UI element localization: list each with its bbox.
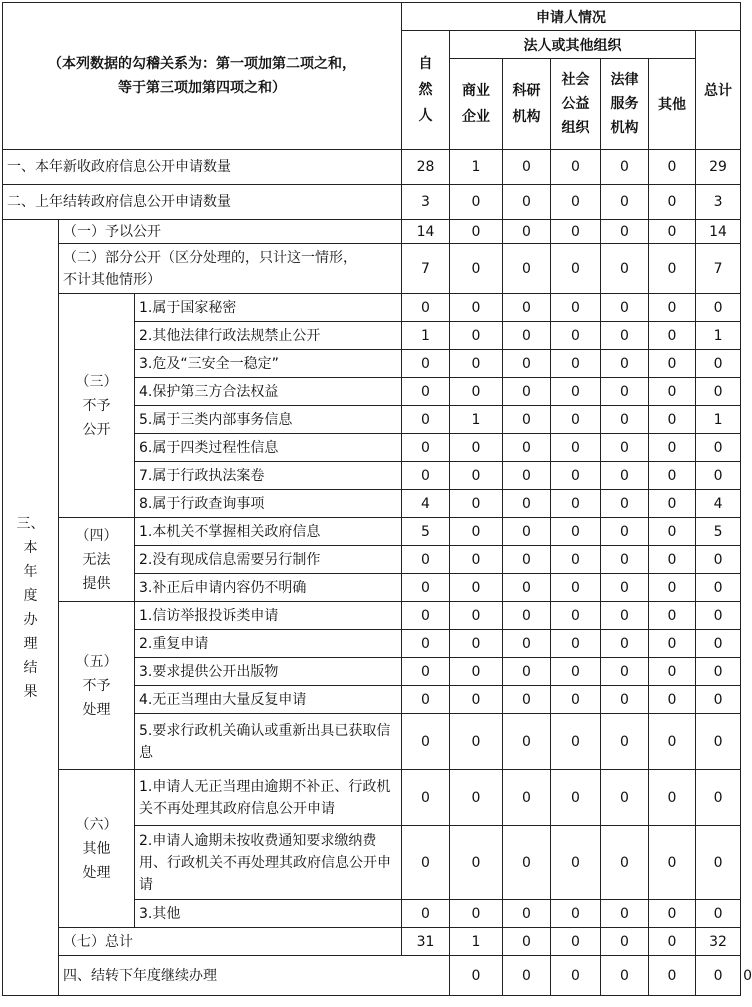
value-cell: 1 — [450, 928, 503, 956]
value-cell: 0 — [450, 574, 503, 602]
value-cell: 0 — [450, 322, 503, 350]
value-cell: 14 — [402, 220, 450, 244]
value-cell: 0 — [649, 928, 696, 956]
value-cell: 0 — [551, 630, 601, 658]
value-cell: 0 — [503, 956, 551, 996]
value-cell: 0 — [551, 826, 601, 900]
value-cell: 0 — [450, 490, 503, 518]
value-cell: 0 — [402, 602, 450, 630]
value-cell: 0 — [551, 546, 601, 574]
row-label: 3.补正后申请内容仍不明确 — [135, 574, 402, 602]
value-cell: 1 — [402, 322, 450, 350]
value-cell: 0 — [551, 658, 601, 686]
value-cell: 0 — [450, 956, 503, 996]
value-cell: 0 — [450, 900, 503, 928]
row-label: 6.属于四类过程性信息 — [135, 434, 402, 462]
value-cell: 0 — [601, 185, 649, 220]
value-cell: 32 — [696, 928, 741, 956]
value-cell: 3 — [696, 185, 741, 220]
value-cell: 0 — [601, 826, 649, 900]
value-cell: 0 — [649, 378, 696, 406]
value-cell: 0 — [503, 714, 551, 770]
value-cell: 0 — [551, 434, 601, 462]
natural-person-header: 自 然 人 — [402, 31, 450, 150]
value-cell: 0 — [402, 378, 450, 406]
value-cell: 0 — [601, 928, 649, 956]
header-note-line1: （本列数据的勾稽关系为：第一项加第二项之和， — [48, 56, 356, 72]
group-not-disclosed-label: （三） 不予 公开 — [59, 294, 135, 518]
value-cell: 0 — [503, 770, 551, 826]
row-label: （一）予以公开 — [59, 220, 402, 244]
value-cell: 0 — [503, 406, 551, 434]
value-cell: 0 — [503, 686, 551, 714]
table-row — [3, 602, 741, 630]
value-cell: 3 — [402, 185, 450, 220]
value-cell: 0 — [503, 434, 551, 462]
legal-service-header: 法律 服务 机构 — [601, 59, 649, 150]
group-other-label: （六） 其他 处理 — [59, 770, 135, 928]
value-cell: 0 — [450, 350, 503, 378]
value-cell: 0 — [649, 658, 696, 686]
value-cell: 0 — [503, 294, 551, 322]
value-cell: 0 — [503, 150, 551, 185]
value-cell: 1 — [696, 322, 741, 350]
value-cell: 0 — [503, 322, 551, 350]
value-cell: 0 — [402, 406, 450, 434]
value-cell: 0 — [601, 546, 649, 574]
value-cell: 0 — [649, 434, 696, 462]
value-cell: 0 — [450, 826, 503, 900]
row-label: 2.其他法律行政法规禁止公开 — [135, 322, 402, 350]
value-cell: 0 — [551, 574, 601, 602]
value-cell: 0 — [649, 602, 696, 630]
value-cell: 0 — [402, 350, 450, 378]
table-row — [3, 294, 741, 322]
value-cell: 0 — [551, 900, 601, 928]
value-cell: 7 — [402, 244, 450, 294]
value-cell: 0 — [601, 574, 649, 602]
table-row — [3, 928, 741, 956]
value-cell: 0 — [503, 900, 551, 928]
value-cell: 0 — [551, 714, 601, 770]
value-cell: 0 — [601, 406, 649, 434]
row-label: （二）部分公开（区分处理的，只计这一情形， 不计其他情形） — [59, 244, 402, 294]
value-cell: 0 — [601, 770, 649, 826]
value-cell: 0 — [503, 350, 551, 378]
value-cell: 0 — [601, 630, 649, 658]
row-label: 一、本年新收政府信息公开申请数量 — [3, 150, 402, 185]
value-cell: 0 — [649, 220, 696, 244]
row-label: 3.危及“三安全一稳定” — [135, 350, 402, 378]
value-cell: 0 — [601, 490, 649, 518]
value-cell: 0 — [402, 462, 450, 490]
row-label: 4.无正当理由大量反复申请 — [135, 686, 402, 714]
value-cell: 29 — [696, 150, 741, 185]
row-label: 5.要求行政机关确认或重新出具已获取信息 — [135, 714, 402, 770]
value-cell: 0 — [601, 244, 649, 294]
value-cell: 0 — [649, 574, 696, 602]
table-row — [3, 244, 741, 294]
value-cell: 0 — [551, 490, 601, 518]
row-label: 7.属于行政执法案卷 — [135, 462, 402, 490]
value-cell: 0 — [649, 294, 696, 322]
legal-entity-header: 法人或其他组织 — [450, 31, 696, 59]
row-label: 4.保护第三方合法权益 — [135, 378, 402, 406]
table-row — [3, 150, 741, 185]
value-cell: 0 — [696, 686, 741, 714]
value-cell: 0 — [696, 956, 741, 996]
row-label: 二、上年结转政府信息公开申请数量 — [3, 185, 402, 220]
header-note-line2: 等于第三项加第四项之和） — [118, 80, 286, 96]
value-cell: 0 — [551, 350, 601, 378]
value-cell: 0 — [649, 900, 696, 928]
value-cell: 0 — [503, 658, 551, 686]
value-cell: 0 — [551, 956, 601, 996]
value-cell: 0 — [649, 630, 696, 658]
value-cell: 0 — [601, 956, 649, 996]
row-label: 2.申请人逾期未按收费通知要求缴纳费用、行政机关不再处理其政府信息公开申请 — [135, 826, 402, 900]
value-cell: 0 — [696, 574, 741, 602]
row-label: 1.申请人无正当理由逾期不补正、行政机关不再处理其政府信息公开申请 — [135, 770, 402, 826]
value-cell: 0 — [601, 294, 649, 322]
value-cell: 0 — [696, 900, 741, 928]
value-cell: 7 — [696, 244, 741, 294]
header-note — [3, 3, 402, 150]
value-cell: 0 — [696, 462, 741, 490]
value-cell: 0 — [503, 244, 551, 294]
value-cell: 0 — [696, 658, 741, 686]
table-row — [3, 518, 741, 546]
value-cell: 0 — [601, 900, 649, 928]
value-cell: 0 — [601, 518, 649, 546]
value-cell: 28 — [402, 150, 450, 185]
value-cell: 0 — [601, 378, 649, 406]
value-cell: 0 — [503, 185, 551, 220]
value-cell: 0 — [649, 185, 696, 220]
value-cell: 0 — [551, 406, 601, 434]
value-cell: 0 — [450, 602, 503, 630]
research-header: 科研 机构 — [503, 59, 551, 150]
group-not-processed-label: （五） 不予 处理 — [59, 602, 135, 770]
social-header: 社会 公益 组织 — [551, 59, 601, 150]
value-cell: 0 — [601, 350, 649, 378]
value-cell: 0 — [601, 462, 649, 490]
value-cell: 0 — [649, 150, 696, 185]
total-header: 总计 — [696, 31, 741, 150]
value-cell: 0 — [551, 770, 601, 826]
value-cell: 0 — [450, 630, 503, 658]
value-cell: 0 — [601, 150, 649, 185]
value-cell: 0 — [649, 462, 696, 490]
value-cell: 0 — [696, 602, 741, 630]
row-label: 2.没有现成信息需要另行制作 — [135, 546, 402, 574]
value-cell: 0 — [649, 244, 696, 294]
value-cell: 0 — [649, 518, 696, 546]
value-cell: 0 — [696, 434, 741, 462]
value-cell: 0 — [649, 956, 696, 996]
row-label: 1.本机关不掌握相关政府信息 — [135, 518, 402, 546]
value-cell: 0 — [696, 294, 741, 322]
value-cell: 0 — [503, 826, 551, 900]
value-cell: 0 — [551, 602, 601, 630]
value-cell: 0 — [551, 518, 601, 546]
value-cell: 0 — [450, 378, 503, 406]
value-cell: 0 — [551, 220, 601, 244]
value-cell: 0 — [601, 322, 649, 350]
value-cell: 0 — [503, 602, 551, 630]
value-cell: 1 — [450, 406, 503, 434]
value-cell: 0 — [402, 630, 450, 658]
value-cell: 0 — [402, 294, 450, 322]
value-cell: 0 — [503, 462, 551, 490]
value-cell: 0 — [551, 322, 601, 350]
value-cell: 0 — [450, 518, 503, 546]
value-cell: 0 — [649, 546, 696, 574]
value-cell: 0 — [402, 434, 450, 462]
value-cell: 0 — [402, 658, 450, 686]
value-cell: 4 — [696, 490, 741, 518]
value-cell: 0 — [696, 546, 741, 574]
value-cell: 0 — [450, 294, 503, 322]
value-cell: 0 — [450, 770, 503, 826]
value-cell: 0 — [503, 518, 551, 546]
value-cell: 0 — [551, 462, 601, 490]
value-cell: 0 — [402, 574, 450, 602]
value-cell: 0 — [450, 220, 503, 244]
value-cell: 0 — [402, 546, 450, 574]
value-cell: 0 — [450, 714, 503, 770]
value-cell: 0 — [551, 244, 601, 294]
value-cell: 0 — [649, 350, 696, 378]
value-cell: 0 — [450, 686, 503, 714]
value-cell: 0 — [450, 185, 503, 220]
value-cell: 0 — [402, 686, 450, 714]
row-label: 8.属于行政查询事项 — [135, 490, 402, 518]
row-label: （七）总计 — [59, 928, 402, 956]
row-label: 3.要求提供公开出版物 — [135, 658, 402, 686]
value-cell: 0 — [503, 378, 551, 406]
value-cell: 0 — [649, 826, 696, 900]
value-cell: 0 — [696, 770, 741, 826]
value-cell: 0 — [402, 900, 450, 928]
value-cell: 0 — [450, 244, 503, 294]
value-cell: 0 — [551, 686, 601, 714]
value-cell: 0 — [402, 770, 450, 826]
value-cell: 0 — [601, 602, 649, 630]
value-cell: 0 — [551, 150, 601, 185]
row-label: 四、结转下年度继续办理 — [59, 956, 450, 996]
value-cell: 0 — [601, 658, 649, 686]
value-cell: 0 — [649, 714, 696, 770]
value-cell: 0 — [551, 928, 601, 956]
applicant-header: 申请人情况 — [402, 3, 741, 31]
value-cell: 0 — [696, 826, 741, 900]
row-label: 1.信访举报投诉类申请 — [135, 602, 402, 630]
value-cell: 0 — [649, 686, 696, 714]
value-cell: 0 — [601, 686, 649, 714]
value-cell: 0 — [503, 546, 551, 574]
value-cell: 0 — [503, 220, 551, 244]
table-row — [3, 220, 741, 244]
value-cell: 0 — [649, 490, 696, 518]
value-cell: 0 — [696, 630, 741, 658]
value-cell: 5 — [696, 518, 741, 546]
value-cell: 0 — [601, 434, 649, 462]
value-cell: 1 — [696, 406, 741, 434]
value-cell: 0 — [696, 350, 741, 378]
table-row — [3, 770, 741, 826]
value-cell: 0 — [649, 322, 696, 350]
row-label: 5.属于三类内部事务信息 — [135, 406, 402, 434]
table-row: 四、结转下年度继续办理 0 0 0 0 0 0 0 — [3, 956, 741, 996]
value-cell: 0 — [450, 462, 503, 490]
section3-label: 三、 本 年 度 办 理 结 果 — [3, 220, 59, 996]
value-cell: 0 — [649, 406, 696, 434]
value-cell: 0 — [649, 770, 696, 826]
row-label: 3.其他 — [135, 900, 402, 928]
value-cell: 4 — [402, 490, 450, 518]
value-cell: 0 — [503, 490, 551, 518]
value-cell: 14 — [696, 220, 741, 244]
value-cell: 0 — [696, 378, 741, 406]
value-cell: 0 — [601, 714, 649, 770]
other-header: 其他 — [649, 59, 696, 150]
value-cell: 0 — [450, 434, 503, 462]
value-cell: 0 — [503, 630, 551, 658]
value-cell: 0 — [450, 546, 503, 574]
value-cell: 0 — [450, 658, 503, 686]
value-cell: 1 — [450, 150, 503, 185]
table-row — [3, 185, 741, 220]
value-cell: 0 — [551, 378, 601, 406]
value-cell: 0 — [551, 294, 601, 322]
value-cell: 31 — [402, 928, 450, 956]
value-cell: 0 — [503, 574, 551, 602]
commercial-header: 商业 企业 — [450, 59, 503, 150]
row-label: 2.重复申请 — [135, 630, 402, 658]
value-cell: 0 — [402, 714, 450, 770]
row-label: 1.属于国家秘密 — [135, 294, 402, 322]
disclosure-statistics-table — [2, 2, 752, 996]
value-cell: 0 — [696, 714, 741, 770]
value-cell: 0 — [551, 185, 601, 220]
value-cell: 0 — [601, 220, 649, 244]
value-cell: 0 — [503, 928, 551, 956]
group-unable-label: （四） 无法 提供 — [59, 518, 135, 602]
value-cell: 5 — [402, 518, 450, 546]
value-cell: 0 — [402, 826, 450, 900]
